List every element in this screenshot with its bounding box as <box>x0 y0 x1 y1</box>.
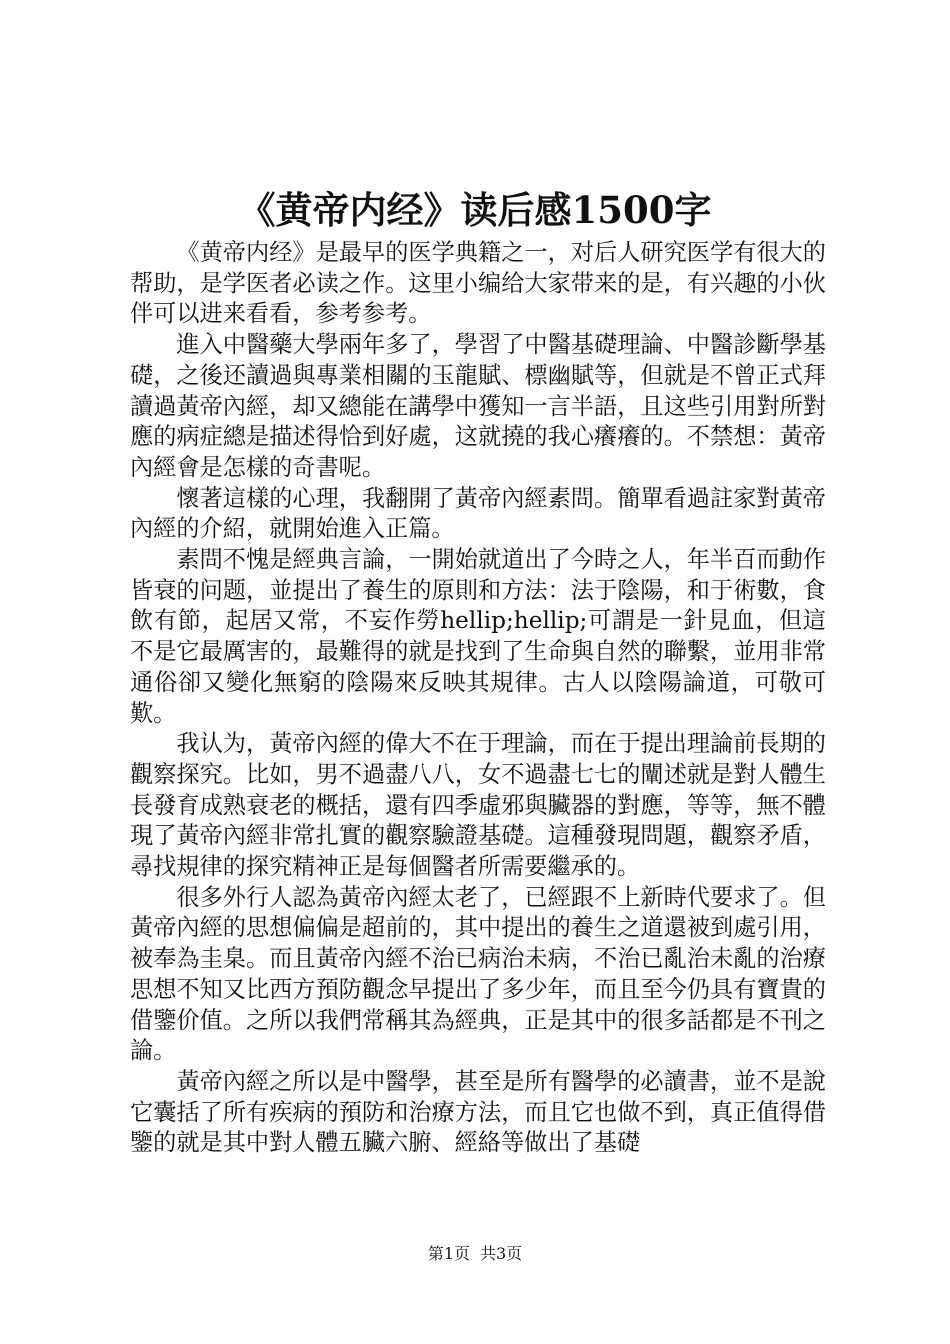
document-body <box>130 238 826 1159</box>
page-total: 共3页 <box>480 1244 523 1263</box>
paragraph-1: 《黄帝内经》是最早的医学典籍之一，对后人研究医学有很大的帮助，是学医者必读之作。这里小编给大家带来的是，有兴趣的小伙伴可以进来看看，参考参考。 <box>130 239 826 328</box>
paragraph-7: 黃帝內經之所以是中醫學，甚至是所有醫學的必讀書，並不是說它囊括了所有疾病的預防和治療方法，而且它也做不到，真正值得借鑒的就是其中對人體五臟六腑、經絡等做出了基礎 <box>130 1067 826 1157</box>
document-title: 《黄帝内经》读后感1500字 <box>238 188 712 232</box>
paragraph-5: 我认为，黃帝內經的偉大不在于理論，而在于提出理論前長期的觀察探究。比如，男不過盡八八，女不過盡七七的闡述就是對人體生長發育成熟衰老的概括，還有四季虛邪與臟器的對應，等等，無不體現了黃帝內經非常扎實的觀察驗證基礎。這種發現問題，觀察矛盾，尋找規律的探究精神正是每個醫者所需要繼承的。 <box>130 730 826 881</box>
page-footer <box>0 1243 950 1265</box>
paragraph-6: 很多外行人認為黃帝內經太老了，已經跟不上新時代要求了。但黃帝內經的思想偏偏是超前的，其中提出的養生之道還被到處引用，被奉為圭臬。而且黃帝內經不治已病治未病，不治已亂治未亂的治療思想不知又比西方預防觀念早提出了多少年，而且至今仍具有寶貴的借鑒价值。之所以我們常稱其為經典，正是其中的很多話都是不刊之論。 <box>130 883 826 1065</box>
paragraph-2: 進入中醫藥大學兩年多了，學習了中醫基礎理論、中醫診斷學基礎，之後还讀過與專業相關的玉龍賦、標幽賦等，但就是不曾正式拜讀過黃帝內經，却又總能在講學中獲知一言半語，且这些引用對所對應的病症總是描述得恰到好處，这就撓的我心癢癢的。不禁想：黃帝內經會是怎樣的奇書呢。 <box>130 331 826 481</box>
paragraph-4: 素問不愧是經典言論，一開始就道出了今時之人，年半百而動作皆衰的问题，並提出了養生的原則和方法：法于陰陽，和于術數，食飲有節，起居又常，不妄作勞hellip;hellip;可謂是一針見血，但這不是它最厲害的，最難得的就是找到了生命與自然的聯繫，並用非常通俗卻又變化無窮的陰陽來反映其規律。古人以陰陽論道，可敬可歎。 <box>130 546 826 727</box>
paragraph-3: 懷著這樣的心理，我翻開了黃帝內經素問。簡單看過註家對黃帝內經的介紹，就開始進入正篇。 <box>130 484 826 543</box>
page-number: 第1页 <box>427 1244 470 1263</box>
